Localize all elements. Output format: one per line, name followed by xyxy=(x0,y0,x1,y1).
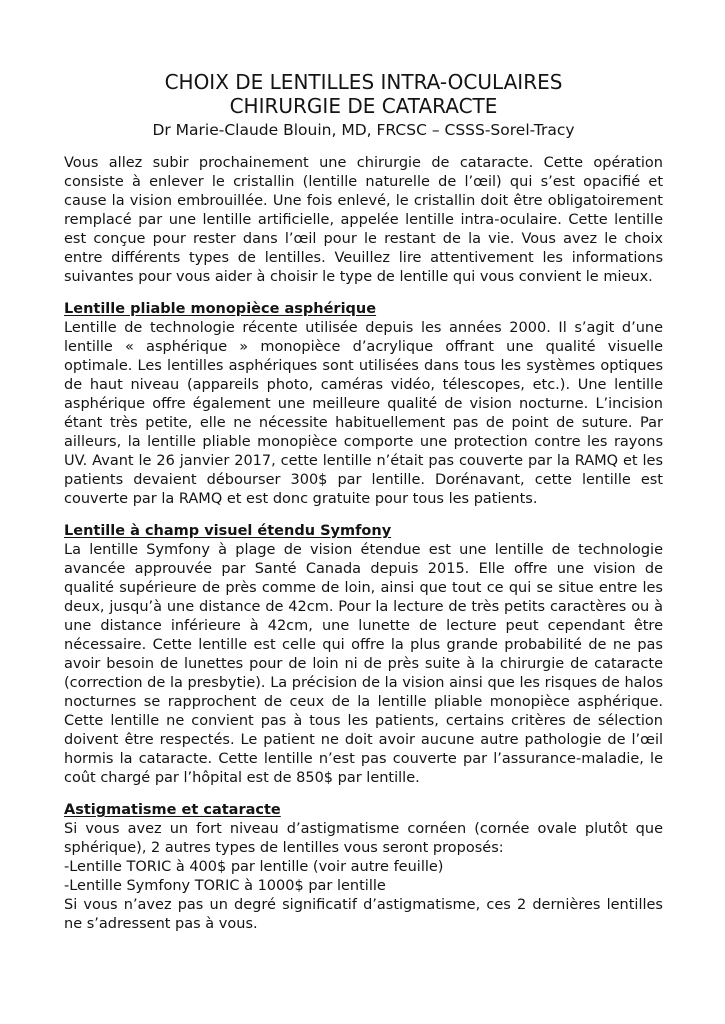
intro-paragraph: Vous allez subir prochainement une chirurgie de cataracte. Cette opération consiste à enlever le cristallin (lentille naturelle de l’œil) qui s’est opacifié et cause la vision embrouillée. Une fois enlevé, le cristallin doit être obligatoirement remplacé par une lentille artificielle, appelée lentille intra-oculaire. Cette lentille est conçue pour rester dans l’œil pour le restant de la vie. Vous avez le choix entre différents types de lentilles. Veuillez lire attentivement les informations suivantes pour vous aider à choisir le type de lentille qui vous convient le mieux. xyxy=(64,155,663,285)
document-byline: Dr Marie-Claude Blouin, MD, FRCSC – CSSS-Sorel-Tracy xyxy=(152,121,575,139)
list-item-lentille-toric: -Lentille TORIC à 400$ par lentille (voir autre feuille) xyxy=(64,859,444,875)
section-paragraph: La lentille Symfony à plage de vision étendue est une lentille de technologie avancée approuvée par Santé Canada depuis 2015. Elle offre une vision de qualité supérieure de près comme de loin, ainsi que tout ce qui se situe entre les deux, jusqu’à une distance de 42cm. Pour la lecture de très petits caractères ou à une distance inférieure à 42cm, une lunette de lecture peut cependant être nécessaire. Cette lentille est celle qui offre la plus grande probabilité de ne pas avoir besoin de lunettes pour de loin ni de près suite à la chirurgie de cataracte (correction de la presbytie). La précision de la vision ainsi que les risques de halos nocturnes se rapprochent de ceux de la lentille pliable monopièce asphérique. Cette lentille ne convient pas à tous les patients, certains critères de sélection doivent être respectés. Le patient ne doit avoir aucune autre pathologie de l’œil hormis la cataracte. Cette lentille n’est pas couverte par l’assurance-maladie, le coût chargé par l’hôpital est de 850$ par lentille. xyxy=(64,542,663,786)
section-heading-astigmatisme: Astigmatisme et cataracte xyxy=(64,802,281,818)
section-lentille-pliable-asphérique xyxy=(64,300,663,509)
section-heading-symfony: Lentille à champ visuel étendu Symfony xyxy=(64,523,392,539)
section-paragraph: Lentille de technologie récente utilisée depuis les années 2000. Il s’agit d’une lentille « asphérique » monopièce d’acrylique offrant une qualité visuelle optimale. Les lentilles asphériques sont utilisées dans tous les systèmes optiques de haut niveau (appareils photo, caméras vidéo, télescopes, etc.). Une lentille asphérique offre également une meilleure qualité de vision nocturne. L’incision étant très petite, elle ne nécessite habituellement pas de point de suture. Par ailleurs, la lentille pliable monopièce comporte une protection contre les rayons UV. Avant le 26 janvier 2017, cette lentille n’était pas couverte par la RAMQ et les patients devaient débourser 300$ par lentille. Dorénavant, cette lentille est couverte par la RAMQ et est donc gratuite pour tous les patients. xyxy=(64,320,663,507)
section-paragraph: Si vous n’avez pas un degré significatif d’astigmatisme, ces 2 dernières lentilles ne s’adressent pas à vous. xyxy=(64,897,663,932)
title-line-1: CHOIX DE LENTILLES INTRA-OCULAIRES xyxy=(164,70,563,94)
section-paragraph: Si vous avez un fort niveau d’astigmatisme cornéen (cornée ovale plutôt que sphérique), 2 autres types de lentilles vous seront proposés: xyxy=(64,821,663,856)
section-lentille-symfony xyxy=(64,522,663,788)
list-item-lentille-symfony-toric: -Lentille Symfony TORIC à 1000$ par lentille xyxy=(64,878,386,894)
document-header xyxy=(64,70,663,140)
title-line-2: CHIRURGIE DE CATARACTE xyxy=(229,94,498,118)
section-astigmatisme xyxy=(64,801,663,934)
section-heading-lentille-pliable: Lentille pliable monopièce asphérique xyxy=(64,301,377,317)
document-title xyxy=(64,70,663,118)
